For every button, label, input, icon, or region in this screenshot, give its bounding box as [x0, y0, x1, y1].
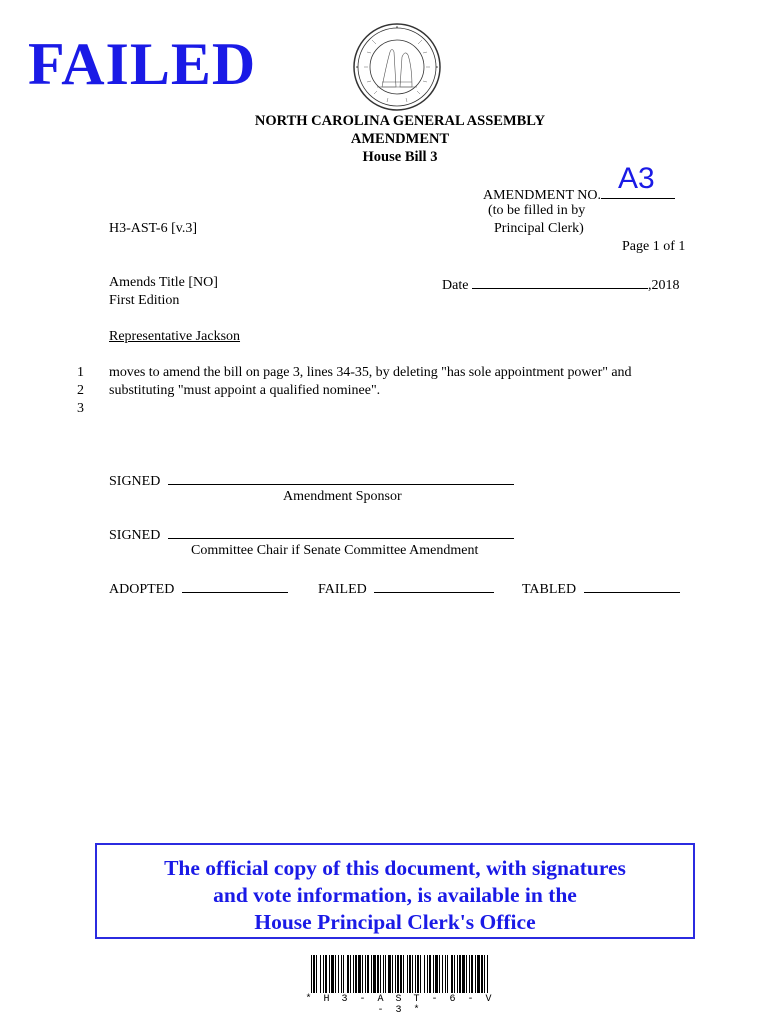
line-number: 3	[77, 401, 84, 416]
barcode-bar	[415, 955, 416, 993]
edition: First Edition	[109, 293, 180, 308]
barcode-bar	[477, 955, 480, 993]
barcode-bar	[457, 955, 458, 993]
failed-stamp: FAILED	[28, 31, 257, 97]
barcode-bar	[439, 955, 440, 993]
barcode-bar	[358, 955, 361, 993]
barcode-bar	[395, 955, 396, 993]
barcode-bar	[347, 955, 349, 993]
barcode-bar	[377, 955, 379, 993]
barcode-bar	[371, 955, 372, 993]
barcode-bar	[407, 955, 408, 993]
barcode-bar	[388, 955, 391, 993]
barcode-bar	[313, 955, 315, 993]
barcode-bar	[383, 955, 384, 993]
amendment-no-label: AMENDMENT NO.	[483, 184, 675, 205]
barcode-bar	[365, 955, 366, 993]
barcode-bar	[462, 955, 465, 993]
barcode-bar	[397, 955, 399, 993]
barcode-bar	[454, 955, 455, 993]
barcode-bar	[424, 955, 425, 993]
barcode-bar	[331, 955, 334, 993]
barcode-bar	[341, 955, 342, 993]
barcode-bar	[335, 955, 336, 993]
barcode-bar	[427, 955, 428, 993]
state-seal-icon	[352, 22, 442, 112]
chair-caption: Committee Chair if Senate Committee Amendment	[191, 543, 479, 558]
barcode-bar	[429, 955, 431, 993]
barcode-bar	[380, 955, 381, 993]
chair-signature-line: SIGNED	[109, 524, 514, 545]
barcode-bar	[392, 955, 393, 993]
barcode-bar	[475, 955, 476, 993]
barcode-bar	[487, 955, 488, 993]
barcode-bar	[329, 955, 330, 993]
barcode-bar	[469, 955, 470, 993]
barcode-bar	[400, 955, 402, 993]
bill-name: House Bill 3	[362, 149, 438, 165]
line-number: 2	[77, 383, 84, 398]
barcode-bar	[420, 955, 421, 993]
barcode-bar	[481, 955, 483, 993]
sponsor-caption: Amendment Sponsor	[283, 489, 402, 504]
tabled-field: TABLED	[522, 578, 680, 599]
barcode-bar	[466, 955, 467, 993]
barcode-bar	[338, 955, 339, 993]
body-line: moves to amend the bill on page 3, lines 34-35, by deleting "has sole appointment power" and	[109, 365, 632, 380]
barcode-bar	[362, 955, 363, 993]
amendment-number: A3	[618, 162, 655, 195]
barcode-bar	[417, 955, 419, 993]
notice-line-1: The official copy of this document, with signatures	[164, 856, 626, 880]
barcode-bar	[451, 955, 453, 993]
amendment-note-2: Principal Clerk)	[494, 221, 584, 236]
barcode-bar	[412, 955, 413, 993]
barcode-bar	[325, 955, 327, 993]
barcode-bar	[355, 955, 357, 993]
barcode-bar	[445, 955, 446, 993]
barcode-bar	[373, 955, 376, 993]
assembly-title: NORTH CAROLINA GENERAL ASSEMBLY	[254, 113, 546, 129]
barcode-bar	[316, 955, 317, 993]
adopted-field: ADOPTED	[109, 578, 288, 599]
barcode-bar	[409, 955, 411, 993]
document-type: AMENDMENT	[350, 131, 450, 147]
barcode-bar	[442, 955, 443, 993]
barcode-bar	[320, 955, 321, 993]
barcode-bar	[353, 955, 354, 993]
sponsor-name: Representative Jackson	[109, 329, 241, 344]
barcode-caption: * H 3 - A S T - 6 - V - 3 *	[305, 994, 495, 1016]
barcode-bar	[447, 955, 448, 993]
barcode-icon	[311, 955, 489, 993]
barcode-bar	[484, 955, 485, 993]
barcode-bar	[459, 955, 461, 993]
barcode-bar	[311, 955, 312, 993]
barcode-bar	[471, 955, 473, 993]
barcode-bar	[435, 955, 438, 993]
barcode-bar	[403, 955, 404, 993]
barcode-bar	[367, 955, 369, 993]
sponsor-signature-line: SIGNED	[109, 470, 514, 491]
barcode-bar	[385, 955, 386, 993]
amends-title: Amends Title [NO]	[109, 275, 218, 290]
amendment-note-1: (to be filled in by	[488, 203, 586, 218]
barcode-bar	[350, 955, 351, 993]
body-line: substituting "must appoint a qualified nominee".	[109, 383, 381, 398]
line-number: 1	[77, 365, 84, 380]
official-copy-notice	[95, 843, 695, 939]
notice-line-2: and vote information, is available in the	[213, 883, 577, 907]
page-count: Page 1 of 1	[622, 239, 686, 254]
date-field: Date ,2018	[442, 274, 679, 295]
failed-field: FAILED	[318, 578, 494, 599]
document-id: H3-AST-6 [v.3]	[109, 221, 198, 236]
barcode-bar	[343, 955, 344, 993]
barcode-bar	[323, 955, 324, 993]
notice-line-3: House Principal Clerk's Office	[254, 910, 536, 934]
barcode-bar	[433, 955, 434, 993]
